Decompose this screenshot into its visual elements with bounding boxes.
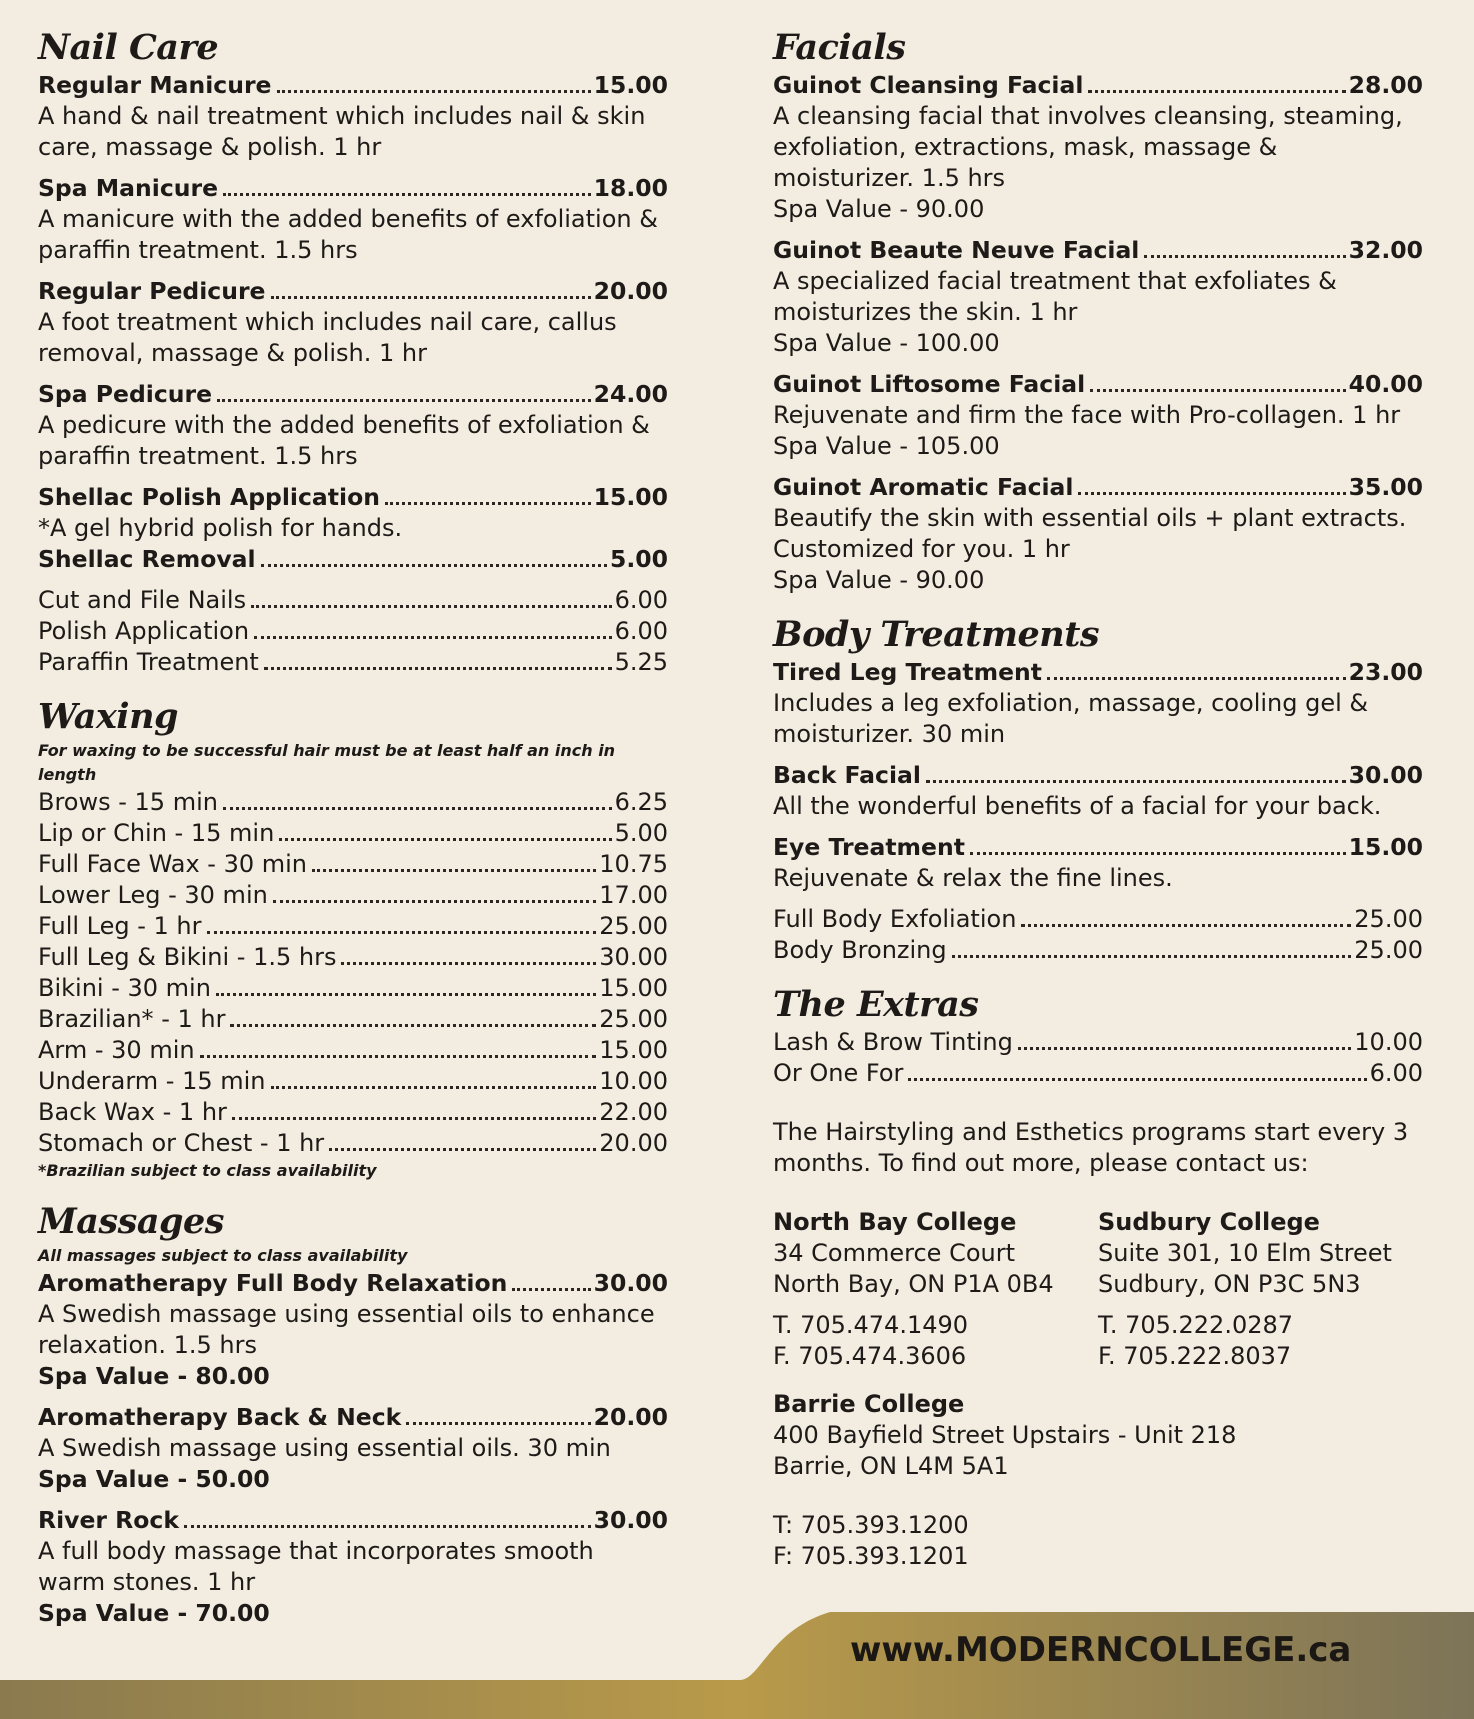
- service-description: A Swedish massage using essential oils. 30 min: [38, 1434, 611, 1462]
- nail-care-heading: Nail Care: [38, 27, 219, 68]
- service-description: A manicure with the added benefits of exfoliation & paraffin treatment. 1.5 hrs: [38, 205, 658, 264]
- waxing-heading: Waxing: [38, 696, 179, 737]
- price-line: Stomach or Chest - 1 hr 20.00: [38, 1129, 668, 1157]
- service-aromatherapy-back-neck: Aromatherapy Back & Neck 20.00: [38, 1403, 668, 1431]
- price-line: Or One For 6.00: [773, 1059, 1423, 1087]
- service-aromatherapy-full-body: Aromatherapy Full Body Relaxation 30.00: [38, 1269, 668, 1297]
- price-line: Brows - 15 min 6.25: [38, 788, 668, 816]
- service-description: A specialized facial treatment that exfoliates & moisturizes the skin. 1 hr: [773, 267, 1337, 326]
- service-description: Rejuvenate & relax the fine lines.: [773, 864, 1173, 892]
- service-description: A cleansing facial that involves cleansing, steaming, exfoliation, extractions, mask, massage & moisturizer. 1.5 hrs: [773, 102, 1403, 192]
- spa-value: Spa Value - 105.00: [773, 432, 1000, 460]
- price-line: Bikini - 30 min 15.00: [38, 974, 668, 1002]
- fax: F. 705.474.3606: [773, 1342, 967, 1370]
- price-line: Full Leg & Bikini - 1.5 hrs 30.00: [38, 943, 668, 971]
- service-description: Includes a leg exfoliation, massage, cooling gel & moisturizer. 30 min: [773, 689, 1369, 748]
- fax: F: 705.393.1201: [773, 1542, 969, 1570]
- service-guinot-beaute-neuve: Guinot Beaute Neuve Facial 32.00: [773, 236, 1423, 264]
- service-river-rock: River Rock 30.00: [38, 1506, 668, 1534]
- price-line: Underarm - 15 min 10.00: [38, 1067, 668, 1095]
- phone: T: 705.393.1200: [773, 1511, 969, 1539]
- service-eye-treatment: Eye Treatment 15.00: [773, 833, 1423, 861]
- service-description: A pedicure with the added benefits of exfoliation & paraffin treatment. 1.5 hrs: [38, 411, 650, 470]
- service-description: A full body massage that incorporates smooth warm stones. 1 hr: [38, 1537, 594, 1596]
- service-description: Rejuvenate and firm the face with Pro-collagen. 1 hr: [773, 401, 1401, 429]
- price-line: Full Face Wax - 30 min 10.75: [38, 850, 668, 878]
- service-shellac-removal: Shellac Removal 5.00: [38, 545, 668, 573]
- massages-heading: Massages: [38, 1201, 224, 1242]
- the-extras-heading: The Extras: [773, 984, 979, 1025]
- service-guinot-cleansing: Guinot Cleansing Facial 28.00: [773, 71, 1423, 99]
- massages-note: All massages subject to class availability: [38, 1246, 408, 1265]
- fax: F. 705.222.8037: [1098, 1342, 1292, 1370]
- spa-value: Spa Value - 80.00: [38, 1362, 270, 1390]
- price-line: Full Leg - 1 hr 25.00: [38, 912, 668, 940]
- price-line: Cut and File Nails 6.00: [38, 586, 668, 614]
- service-description: *A gel hybrid polish for hands.: [38, 514, 403, 542]
- spa-value: Spa Value - 100.00: [773, 329, 1000, 357]
- service-description: A foot treatment which includes nail care, callus removal, massage & polish. 1 hr: [38, 308, 617, 367]
- service-description: A Swedish massage using essential oils to enhance relaxation. 1.5 hrs: [38, 1300, 655, 1359]
- left-column: [38, 26, 668, 1629]
- price-line: Back Wax - 1 hr 22.00: [38, 1098, 668, 1126]
- body-treatments-heading: Body Treatments: [773, 614, 1100, 655]
- campus-sudbury: Sudbury College Suite 301, 10 Elm Street Sudbury, ON P3C 5N3 T. 705.222.0287 F. 705.222.8037: [1098, 1207, 1423, 1372]
- campus-row: [773, 1207, 1423, 1372]
- service-tired-leg: Tired Leg Treatment 23.00: [773, 658, 1423, 686]
- website-link[interactable]: www.MODERNCOLLEGE.ca: [850, 1630, 1352, 1670]
- service-spa-pedicure: Spa Pedicure 24.00: [38, 380, 668, 408]
- price-line: Lip or Chin - 15 min 5.00: [38, 819, 668, 847]
- price-line: Polish Application 6.00: [38, 617, 668, 645]
- spa-value: Spa Value - 70.00: [38, 1599, 270, 1627]
- price-line: Paraffin Treatment 5.25: [38, 648, 668, 676]
- service-shellac-polish: Shellac Polish Application 15.00: [38, 483, 668, 511]
- campus-north-bay: North Bay College 34 Commerce Court North Bay, ON P1A 0B4 T. 705.474.1490 F. 705.474.3606: [773, 1207, 1098, 1372]
- service-description: A hand & nail treatment which includes nail & skin care, massage & polish. 1 hr: [38, 102, 646, 161]
- service-guinot-liftosome: Guinot Liftosome Facial 40.00: [773, 370, 1423, 398]
- right-column: [773, 26, 1423, 1572]
- price-line: Lash & Brow Tinting 10.00: [773, 1028, 1423, 1056]
- price-line: Lower Leg - 30 min 17.00: [38, 881, 668, 909]
- campus-barrie: Barrie College 400 Bayfield Street Upstairs - Unit 218 Barrie, ON L4M 5A1 T: 705.393.1200 F: 705.393.1201: [773, 1389, 1423, 1572]
- phone: T. 705.474.1490: [773, 1311, 969, 1339]
- price-line: Full Body Exfoliation 25.00: [773, 905, 1423, 933]
- service-regular-manicure: Regular Manicure 15.00: [38, 71, 668, 99]
- service-description: All the wonderful benefits of a facial for your back.: [773, 792, 1382, 820]
- service-guinot-aromatic: Guinot Aromatic Facial 35.00: [773, 473, 1423, 501]
- price-line: Brazilian* - 1 hr 25.00: [38, 1005, 668, 1033]
- brazilian-footnote: *Brazilian subject to class availability: [38, 1161, 377, 1180]
- service-description: Beautify the skin with essential oils + plant extracts. Customized for you. 1 hr: [773, 504, 1407, 563]
- service-spa-manicure: Spa Manicure 18.00: [38, 174, 668, 202]
- spa-value: Spa Value - 90.00: [773, 195, 985, 223]
- service-regular-pedicure: Regular Pedicure 20.00: [38, 277, 668, 305]
- spa-value: Spa Value - 90.00: [773, 566, 985, 594]
- waxing-note: For waxing to be successful hair must be at least half an inch in length: [38, 741, 616, 784]
- programs-info: The Hairstyling and Esthetics programs start every 3 months. To find out more, please contact us:: [773, 1118, 1409, 1177]
- phone: T. 705.222.0287: [1098, 1311, 1294, 1339]
- facials-heading: Facials: [773, 27, 906, 68]
- price-line: Body Bronzing 25.00: [773, 936, 1423, 964]
- price-line: Arm - 30 min 15.00: [38, 1036, 668, 1064]
- service-back-facial: Back Facial 30.00: [773, 761, 1423, 789]
- spa-value: Spa Value - 50.00: [38, 1465, 270, 1493]
